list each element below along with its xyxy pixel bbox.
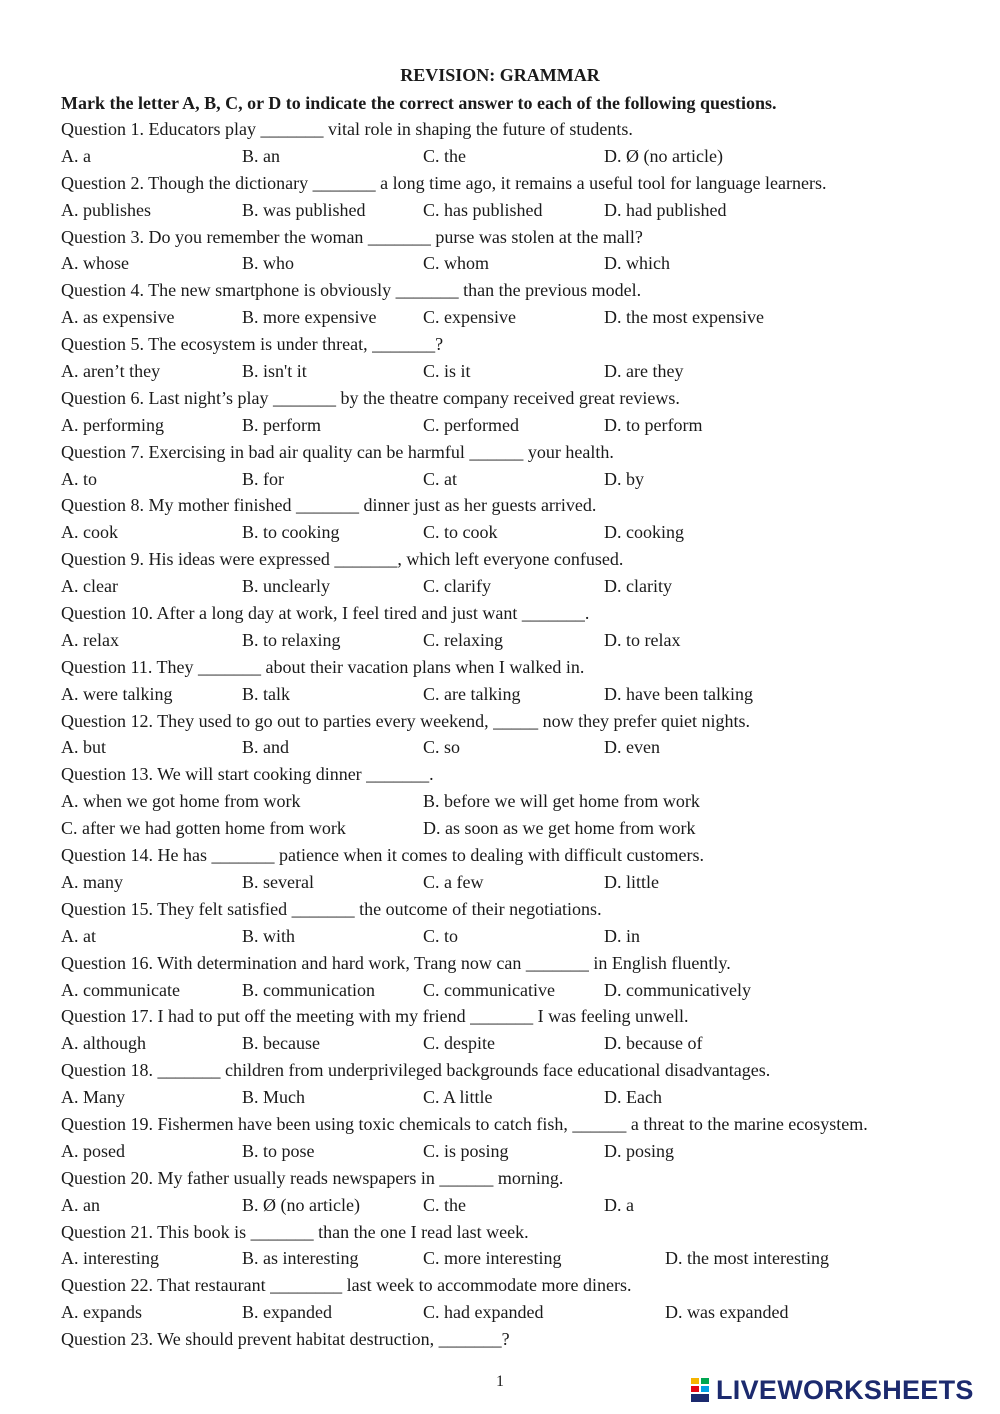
answer-option[interactable]: C. expensive [423, 307, 516, 328]
answer-option[interactable]: D. clarity [604, 576, 672, 597]
answer-option[interactable]: B. isn't it [242, 361, 307, 382]
answer-option[interactable]: B. more expensive [242, 307, 377, 328]
answer-option[interactable]: C. clarify [423, 576, 491, 597]
answer-option[interactable]: B. and [242, 737, 289, 758]
answer-option[interactable]: B. several [242, 871, 314, 892]
answer-option[interactable]: B. who [242, 253, 295, 274]
answer-option[interactable]: C. after we had gotten home from work [61, 818, 346, 839]
answer-option[interactable]: A. Many [61, 1087, 125, 1108]
answer-option[interactable]: D. even [604, 737, 660, 758]
answer-option[interactable]: D. Each [604, 1087, 662, 1108]
answer-option[interactable]: C. a few [423, 871, 484, 892]
liveworksheets-logo[interactable] [690, 1374, 974, 1406]
answer-option[interactable]: B. before we will get home from work [423, 791, 700, 812]
answer-option[interactable]: A. to [61, 468, 97, 489]
answer-option[interactable]: A. an [61, 1194, 100, 1215]
question-text: Question 12. They used to go out to parties every weekend, _____ now they prefer quiet nights. [61, 710, 751, 731]
options-row [61, 1030, 981, 1057]
answer-option[interactable]: B. an [242, 145, 280, 166]
options-row [61, 519, 981, 546]
answer-option[interactable]: C. whom [423, 253, 490, 274]
answer-option[interactable]: D. communicatively [604, 979, 751, 1000]
answer-option[interactable]: C. the [423, 1194, 466, 1215]
options-row [61, 143, 981, 170]
question-text: Question 4. The new smartphone is obviously _______ than the previous model. [61, 280, 642, 301]
options-row [61, 1245, 981, 1272]
question-text: Question 20. My father usually reads newspapers in ______ morning. [61, 1167, 564, 1188]
question-text: Question 11. They _______ about their vacation plans when I walked in. [61, 656, 585, 677]
answer-option[interactable]: D. to relax [604, 629, 681, 650]
question-text: Question 8. My mother finished _______ dinner just as her guests arrived. [61, 495, 597, 516]
answer-option[interactable]: D. little [604, 871, 659, 892]
answer-option[interactable]: C. is it [423, 361, 471, 382]
question-text: Question 23. We should prevent habitat destruction, _______? [61, 1329, 510, 1350]
answer-option[interactable]: C. relaxing [423, 629, 503, 650]
question-text: Question 22. That restaurant ________ last week to accommodate more diners. [61, 1275, 632, 1296]
answer-option[interactable]: A. although [61, 1033, 146, 1054]
answer-option[interactable]: B. to cooking [242, 522, 340, 543]
answer-option[interactable]: C. communicative [423, 979, 555, 1000]
question-list [61, 116, 981, 1353]
question-text: Question 7. Exercising in bad air quality can be harmful ______ your health. [61, 441, 614, 462]
question-text: Question 3. Do you remember the woman _______ purse was stolen at the mall? [61, 226, 643, 247]
answer-option[interactable]: C. performed [423, 414, 519, 435]
answer-option[interactable]: D. cooking [604, 522, 684, 543]
options-row [61, 681, 981, 708]
answer-option[interactable]: B. because [242, 1033, 320, 1054]
answer-option[interactable]: A. communicate [61, 979, 180, 1000]
question-text: Question 14. He has _______ patience when it comes to dealing with difficult customers. [61, 845, 705, 866]
answer-option[interactable]: A. relax [61, 629, 119, 650]
question-text: Question 13. We will start cooking dinner _______. [61, 764, 434, 785]
answer-option[interactable]: C. at [423, 468, 457, 489]
answer-option[interactable]: A. expands [61, 1302, 142, 1323]
answer-option[interactable]: D. Ø (no article) [604, 145, 723, 166]
options-row [61, 1299, 981, 1326]
answer-option[interactable]: A. were talking [61, 683, 173, 704]
answer-option[interactable]: A. as expensive [61, 307, 175, 328]
answer-option[interactable]: B. for [242, 468, 284, 489]
answer-option[interactable]: A. publishes [61, 199, 151, 220]
options-row [61, 412, 981, 439]
answer-option[interactable]: D. the most expensive [604, 307, 764, 328]
answer-option[interactable]: B. to pose [242, 1140, 315, 1161]
options-row [61, 788, 981, 815]
answer-option[interactable]: A. cook [61, 522, 118, 543]
answer-option[interactable]: C. the [423, 145, 466, 166]
answer-option[interactable]: C. to [423, 925, 459, 946]
answer-option[interactable]: D. to perform [604, 414, 703, 435]
answer-option[interactable]: B. to relaxing [242, 629, 341, 650]
answer-option[interactable]: A. a [61, 145, 91, 166]
answer-option[interactable]: B. unclearly [242, 576, 330, 597]
answer-option[interactable]: D. by [604, 468, 644, 489]
answer-option[interactable]: A. performing [61, 414, 164, 435]
options-row [61, 197, 981, 224]
options-row [61, 923, 981, 950]
options-row [61, 869, 981, 896]
answer-option[interactable]: B. Ø (no article) [242, 1194, 360, 1215]
options-row [61, 1138, 981, 1165]
options-row [61, 1192, 981, 1219]
answer-option[interactable]: D. a [604, 1194, 634, 1215]
answer-option[interactable]: C. A little [423, 1087, 493, 1108]
answer-option[interactable]: C. so [423, 737, 461, 758]
options-row [61, 304, 981, 331]
answer-option[interactable]: D. was expanded [665, 1302, 789, 1323]
answer-option[interactable]: B. perform [242, 414, 321, 435]
answer-option[interactable]: A. many [61, 871, 123, 892]
question-text: Question 10. After a long day at work, I feel tired and just want _______. [61, 603, 590, 624]
logo-text: LIVEWORKSHEETS [716, 1374, 974, 1405]
answer-option[interactable]: D. in [604, 925, 640, 946]
answer-option[interactable]: A. when we got home from work [61, 791, 301, 812]
instruction-text: Mark the letter A, B, C, or D to indicate the correct answer to each of the following questions. [61, 93, 777, 113]
page-number: 1 [496, 1373, 504, 1390]
answer-option[interactable]: C. more interesting [423, 1248, 562, 1269]
answer-option[interactable]: B. with [242, 925, 296, 946]
answer-option[interactable]: D. because of [604, 1033, 703, 1054]
answer-option[interactable]: A. posed [61, 1140, 125, 1161]
answer-option[interactable]: C. has published [423, 199, 543, 220]
answer-option[interactable]: A. at [61, 925, 96, 946]
question-text: Question 19. Fishermen have been using toxic chemicals to catch fish, ______ a threat to the marine ecosystem. [61, 1113, 868, 1134]
question-text: Question 21. This book is _______ than the one I read last week. [61, 1221, 529, 1242]
answer-option[interactable]: C. is posing [423, 1140, 509, 1161]
question-text: Question 6. Last night’s play _______ by the theatre company received great reviews. [61, 387, 680, 408]
answer-option[interactable]: B. talk [242, 683, 290, 704]
question-text: Question 9. His ideas were expressed _______, which left everyone confused. [61, 549, 624, 570]
answer-option[interactable]: B. Much [242, 1087, 305, 1108]
answer-option[interactable]: B. expanded [242, 1302, 332, 1323]
answer-option[interactable]: B. communication [242, 979, 375, 1000]
answer-option[interactable]: C. to cook [423, 522, 498, 543]
question-text: Question 18. _______ children from underprivileged backgrounds face educational disadvantages. [61, 1060, 771, 1081]
answer-option[interactable]: D. which [604, 253, 670, 274]
options-row [61, 734, 981, 761]
options-row [61, 1084, 981, 1111]
options-row [61, 627, 981, 654]
answer-option[interactable]: D. have been talking [604, 683, 753, 704]
answer-option[interactable]: C. had expanded [423, 1302, 544, 1323]
answer-option[interactable]: D. had published [604, 199, 727, 220]
answer-option[interactable]: B. was published [242, 199, 366, 220]
answer-option[interactable]: A. clear [61, 576, 118, 597]
question-text: Question 17. I had to put off the meeting with my friend _______ I was feeling unwell. [61, 1006, 689, 1027]
answer-option[interactable]: D. are they [604, 361, 684, 382]
options-row [61, 977, 981, 1004]
options-row [61, 466, 981, 493]
answer-option[interactable]: B. as interesting [242, 1248, 359, 1269]
question-text: Question 15. They felt satisfied _______ the outcome of their negotiations. [61, 898, 602, 919]
answer-option[interactable]: A. but [61, 737, 106, 758]
answer-option[interactable]: A. interesting [61, 1248, 159, 1269]
answer-option[interactable]: A. whose [61, 253, 129, 274]
answer-option[interactable]: D. the most interesting [665, 1248, 829, 1269]
answer-option[interactable]: D. as soon as we get home from work [423, 818, 696, 839]
options-row [61, 573, 981, 600]
options-row [61, 358, 981, 385]
question-text: Question 5. The ecosystem is under threat, _______? [61, 334, 444, 355]
question-text: Question 1. Educators play _______ vital role in shaping the future of students. [61, 119, 633, 139]
liveworksheets-logo-icon [690, 1376, 712, 1404]
question-text: Question 16. With determination and hard work, Trang now can _______ in English fluently. [61, 952, 731, 973]
options-row [61, 250, 981, 277]
answer-option[interactable]: C. are talking [423, 683, 521, 704]
options-row [61, 815, 981, 842]
answer-option[interactable]: C. despite [423, 1033, 495, 1054]
page-title: REVISION: GRAMMAR [400, 65, 600, 85]
answer-option[interactable]: A. aren’t they [61, 361, 161, 382]
answer-option[interactable]: D. posing [604, 1140, 675, 1161]
question-text: Question 2. Though the dictionary _______ a long time ago, it remains a useful tool for language learners. [61, 172, 827, 193]
